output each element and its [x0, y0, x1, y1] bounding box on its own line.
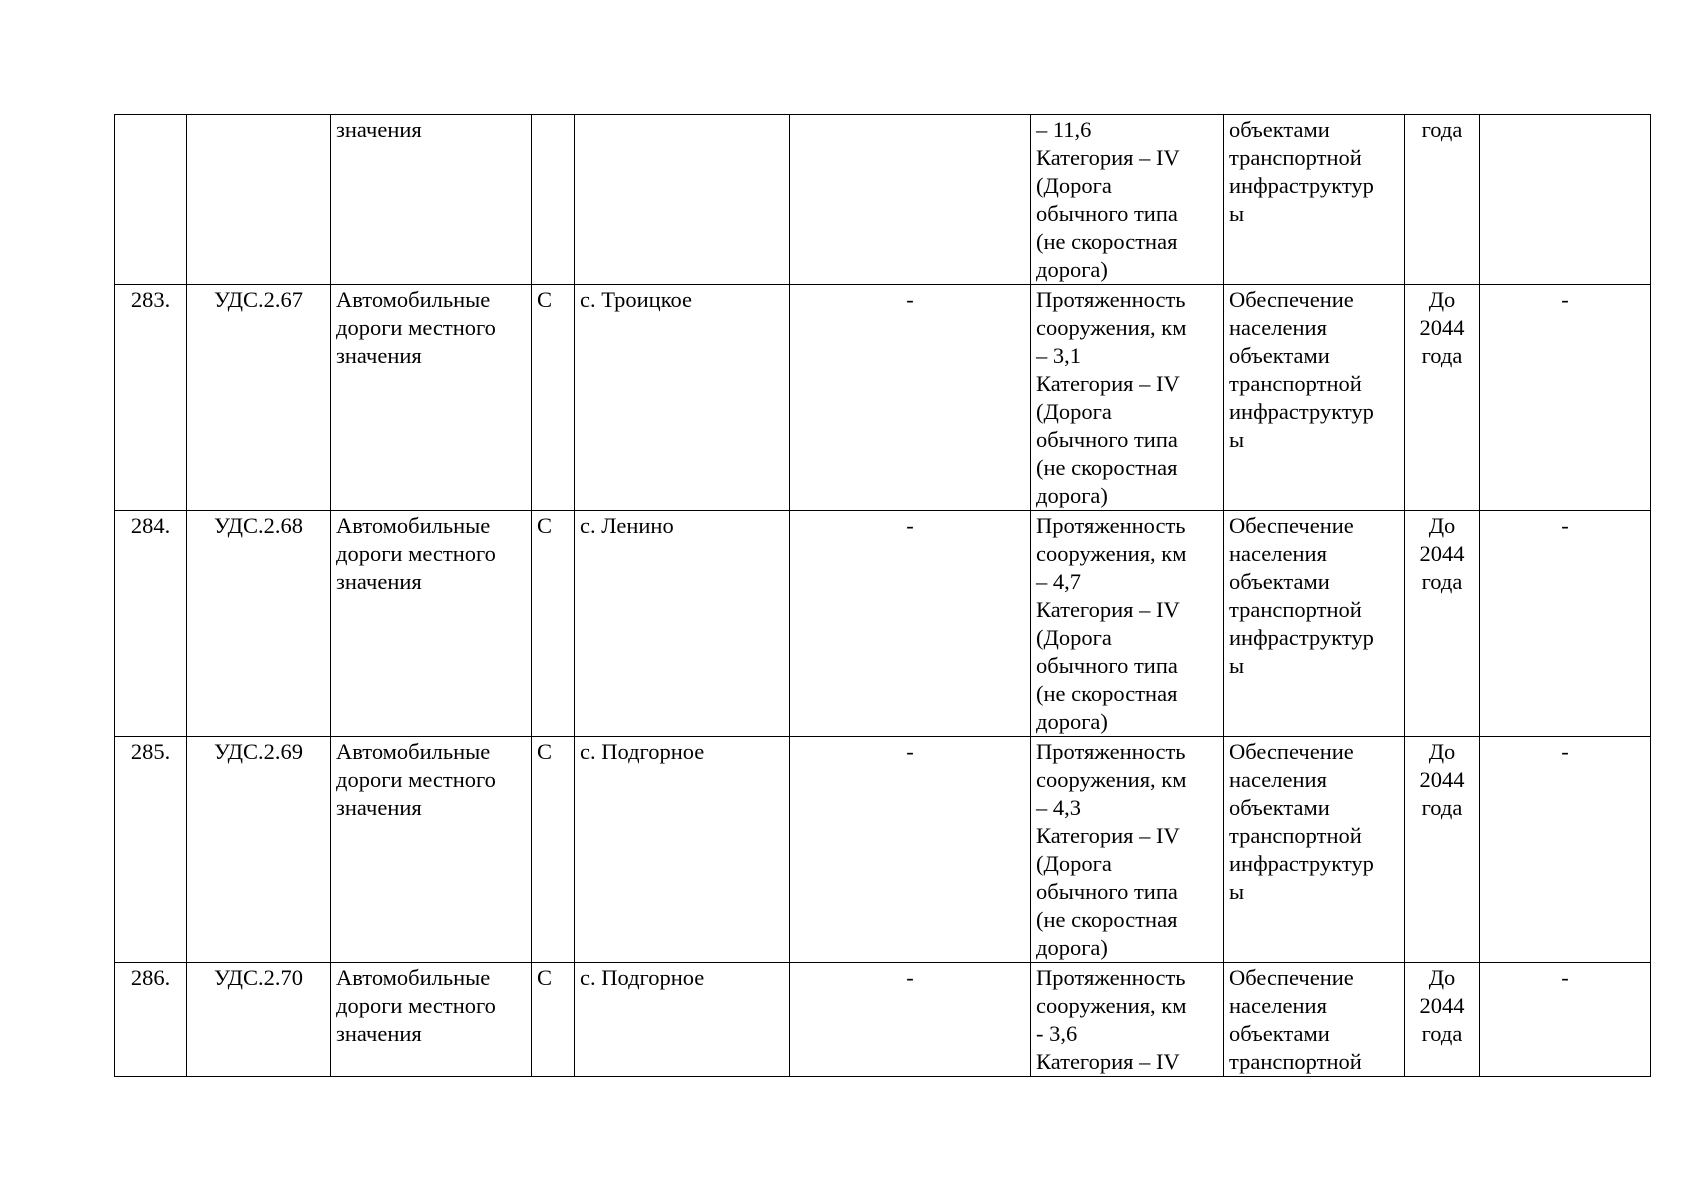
object-note: - [1480, 511, 1651, 737]
object-term: До 2044 года [1405, 511, 1480, 737]
table-row [115, 963, 1651, 1077]
object-parameters: – 11,6 Категория – IV (Дорога обычного типа (не скоростная дорога) [1031, 115, 1224, 285]
object-location: с. Троицкое [575, 285, 790, 511]
object-purpose: Обеспечение населения объектами транспортной инфраструктур ы [1224, 285, 1405, 511]
object-code [187, 115, 331, 285]
object-note: - [1480, 737, 1651, 963]
table-row [115, 115, 1651, 285]
object-status: С [532, 285, 575, 511]
row-number: 286. [115, 963, 187, 1077]
object-purpose: Обеспечение населения объектами транспортной [1224, 963, 1405, 1077]
object-name: Автомобильные дороги местного значения [331, 285, 532, 511]
table-row [115, 737, 1651, 963]
object-parameters: Протяженность сооружения, км – 4,7 Категория – IV (Дорога обычного типа (не скоростная дорога) [1031, 511, 1224, 737]
object-location: с. Подгорное [575, 737, 790, 963]
object-term: До 2044 года [1405, 285, 1480, 511]
road-objects-table [114, 114, 1651, 1077]
object-status: С [532, 511, 575, 737]
object-code: УДС.2.69 [187, 737, 331, 963]
object-location [575, 115, 790, 285]
object-name: значения [331, 115, 532, 285]
object-zone: - [790, 963, 1031, 1077]
object-location: с. Ленино [575, 511, 790, 737]
table-row [115, 285, 1651, 511]
object-zone: - [790, 511, 1031, 737]
object-status: С [532, 963, 575, 1077]
table-row [115, 511, 1651, 737]
object-note: - [1480, 963, 1651, 1077]
object-term: До 2044 года [1405, 963, 1480, 1077]
object-code: УДС.2.70 [187, 963, 331, 1077]
object-purpose: объектами транспортной инфраструктур ы [1224, 115, 1405, 285]
object-status: С [532, 737, 575, 963]
object-parameters: Протяженность сооружения, км - 3,6 Категория – IV [1031, 963, 1224, 1077]
object-code: УДС.2.68 [187, 511, 331, 737]
object-purpose: Обеспечение населения объектами транспортной инфраструктур ы [1224, 737, 1405, 963]
object-name: Автомобильные дороги местного значения [331, 511, 532, 737]
object-purpose: Обеспечение населения объектами транспортной инфраструктур ы [1224, 511, 1405, 737]
object-location: с. Подгорное [575, 963, 790, 1077]
object-term: До 2044 года [1405, 737, 1480, 963]
object-parameters: Протяженность сооружения, км – 4,3 Категория – IV (Дорога обычного типа (не скоростная дорога) [1031, 737, 1224, 963]
object-zone: - [790, 285, 1031, 511]
row-number: 285. [115, 737, 187, 963]
object-zone: - [790, 737, 1031, 963]
row-number: 283. [115, 285, 187, 511]
row-number [115, 115, 187, 285]
object-status [532, 115, 575, 285]
object-parameters: Протяженность сооружения, км – 3,1 Категория – IV (Дорога обычного типа (не скоростная дорога) [1031, 285, 1224, 511]
object-note [1480, 115, 1651, 285]
object-name: Автомобильные дороги местного значения [331, 737, 532, 963]
object-term: года [1405, 115, 1480, 285]
object-code: УДС.2.67 [187, 285, 331, 511]
row-number: 284. [115, 511, 187, 737]
object-note: - [1480, 285, 1651, 511]
object-zone [790, 115, 1031, 285]
object-name: Автомобильные дороги местного значения [331, 963, 532, 1077]
